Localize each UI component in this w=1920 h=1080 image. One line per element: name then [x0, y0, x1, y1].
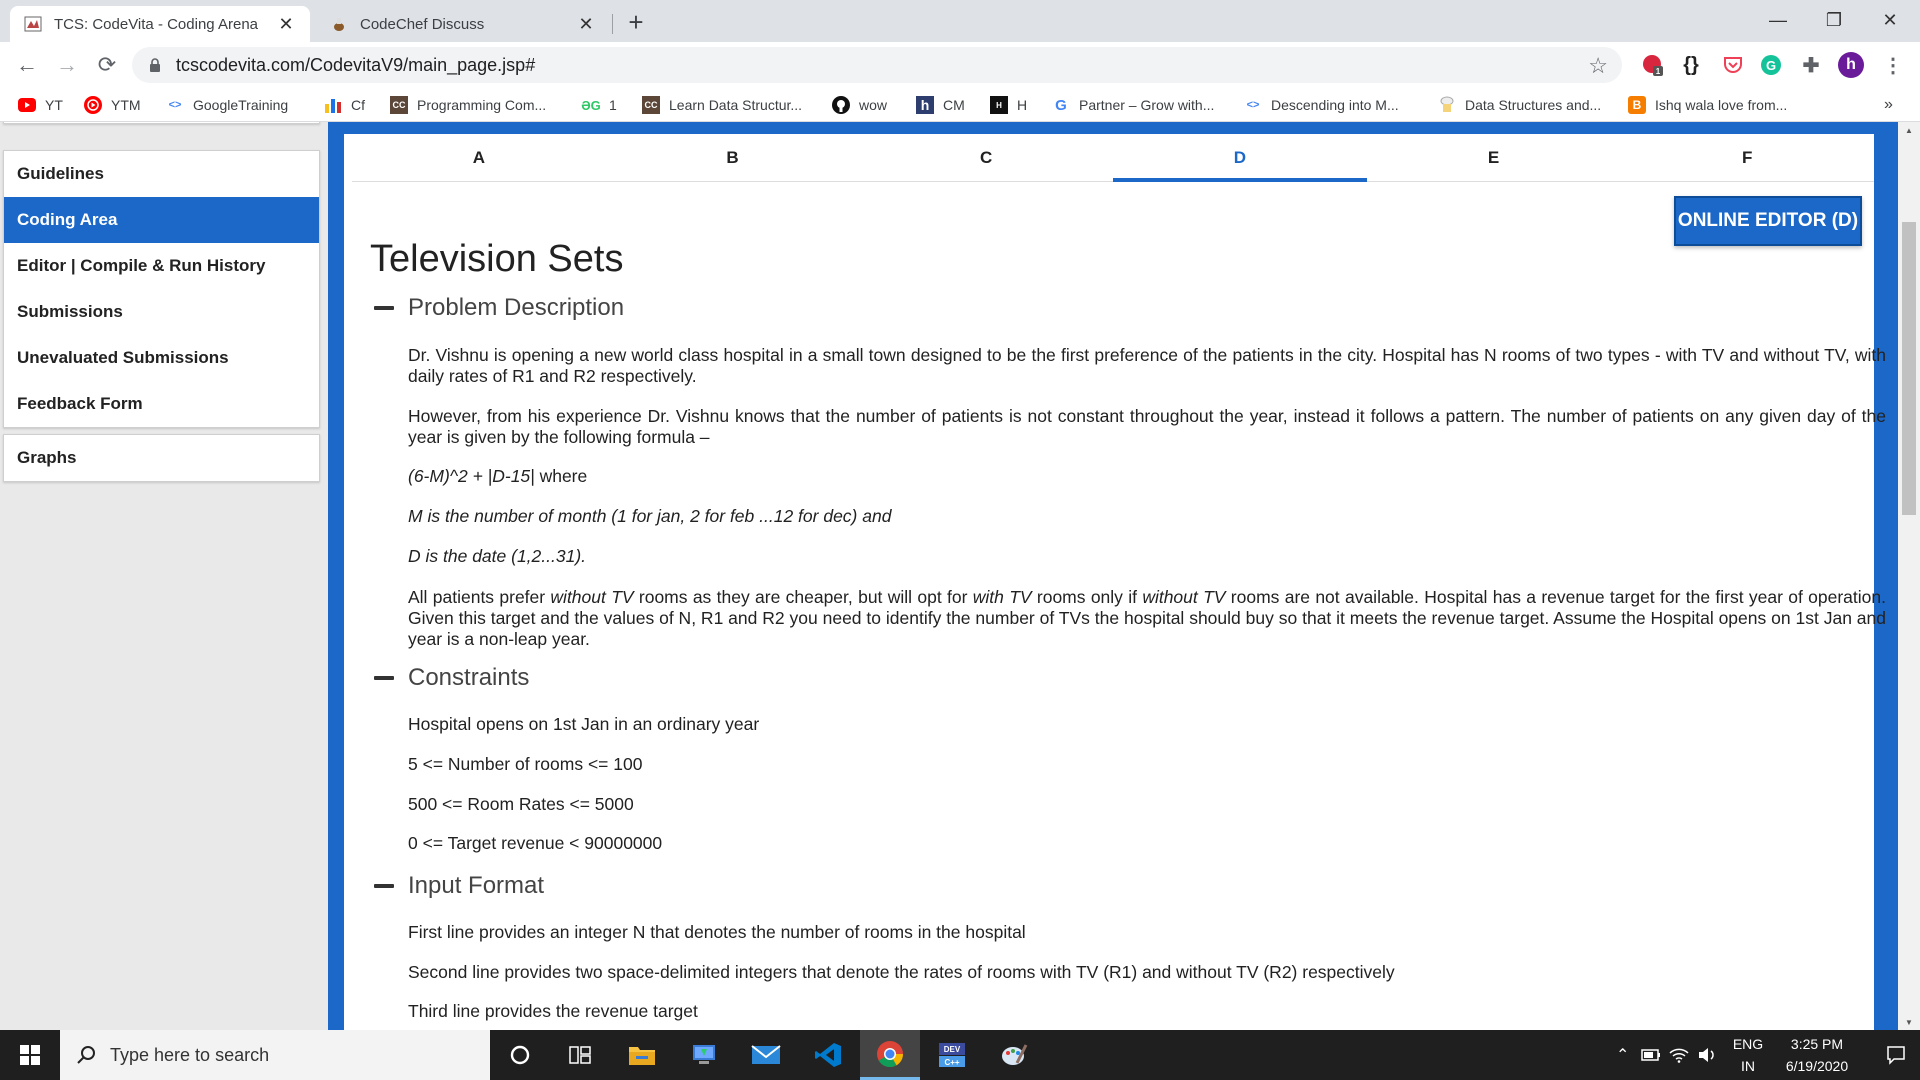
- svg-text:G: G: [1765, 58, 1777, 73]
- section-title: Constraints: [408, 664, 530, 691]
- tab-problem-f[interactable]: F: [1742, 147, 1753, 167]
- sidebar: [0, 122, 324, 1030]
- m-definition: [408, 506, 1898, 527]
- bookmark-label: Programming Com...: [417, 97, 547, 113]
- problem-card: [344, 134, 1886, 1030]
- tab-separator: [612, 14, 613, 34]
- bookmark-cf[interactable]: [324, 94, 365, 116]
- extension-grammarly-icon[interactable]: [1758, 52, 1784, 78]
- chef-icon: [1438, 96, 1456, 114]
- tab-problem-a[interactable]: A: [472, 147, 485, 167]
- sidebar-item-editor-history[interactable]: Editor | Compile & Run History: [17, 256, 266, 275]
- github-icon: [832, 96, 850, 114]
- sidebar-item-guidelines[interactable]: Guidelines: [17, 164, 104, 183]
- svg-text:1: 1: [1655, 67, 1661, 76]
- forward-arrow-icon[interactable]: →: [56, 52, 78, 77]
- bookmark-label: 1: [609, 97, 617, 113]
- battery-icon[interactable]: [1636, 1030, 1666, 1080]
- constraint-line: Hospital opens on 1st Jan in an ordinary year: [408, 714, 760, 734]
- text-run: rooms as they are cheaper, but will opt for: [633, 587, 973, 607]
- tab-codechef[interactable]: [316, 6, 610, 42]
- mail-icon[interactable]: [736, 1030, 796, 1080]
- bookmark-label: YT: [45, 97, 63, 113]
- bookmark-label: YTM: [111, 97, 141, 113]
- windows-start-button[interactable]: [0, 1030, 60, 1080]
- blogger-icon: B: [1628, 96, 1646, 114]
- reload-icon[interactable]: ⟳: [97, 52, 117, 77]
- codeforces-icon: [324, 96, 342, 114]
- tab-title: CodeChef Discuss: [360, 15, 485, 33]
- tray-chevron-up-icon[interactable]: ⌃: [1616, 1047, 1630, 1064]
- windows-taskbar: [0, 1030, 1920, 1080]
- pc-download-icon[interactable]: [674, 1030, 734, 1080]
- text-run: rooms are not available. Hospital has a revenue target for the first year of operation. Given this target and the values of N, R1 and R2 you need to identify the number of TVs the hospital should buy so that it meets the revenue target. Assume the Hospital opens on 1st Jan and year is a non-leap year.: [408, 587, 1886, 649]
- back-arrow-icon[interactable]: ←: [16, 52, 38, 77]
- input-format-line: Third line provides the revenue target: [408, 1001, 698, 1021]
- bookmark-label: wow: [859, 97, 888, 113]
- volume-icon[interactable]: [1692, 1030, 1722, 1080]
- codechef-icon: CC: [390, 96, 408, 114]
- bookmark-label: Descending into M...: [1271, 97, 1399, 113]
- emphasis: without TV: [1142, 587, 1226, 607]
- text-run: rooms only if: [1031, 587, 1143, 607]
- svg-text:C++: C++: [944, 1058, 960, 1067]
- bookmark-label: Cf: [351, 97, 365, 113]
- region-code: IN: [1741, 1058, 1755, 1074]
- sidebar-item-unevaluated[interactable]: Unevaluated Submissions: [17, 348, 229, 367]
- tab-problem-e[interactable]: E: [1487, 147, 1500, 167]
- clock-date: 6/19/2020: [1785, 1058, 1849, 1074]
- sidebar-item-submissions[interactable]: Submissions: [17, 302, 123, 321]
- page-content: [0, 122, 1898, 1030]
- close-tab-icon[interactable]: ✕: [578, 13, 594, 34]
- tab-codevita[interactable]: [10, 6, 310, 42]
- codechef-icon: CC: [642, 96, 660, 114]
- constraint-line: 0 <= Target revenue < 90000000: [408, 833, 663, 853]
- maximize-button[interactable]: ❐: [1825, 9, 1843, 30]
- bookmark-label: Partner – Grow with...: [1079, 97, 1215, 113]
- bookmark-label: Ishq wala love from...: [1655, 97, 1788, 113]
- task-view-icon[interactable]: [550, 1030, 610, 1080]
- bookmark-label: CM: [943, 97, 965, 113]
- description-paragraph-2: However, from his experience Dr. Vishnu knows that the number of patients is not constant throughout the year, instead it follows a pattern. The number of patients on any given day of the year is given by the following formula –: [408, 406, 1886, 447]
- hackerrank-icon: ƏG: [581, 97, 601, 113]
- section-title: Problem Description: [408, 294, 625, 321]
- language-indicator[interactable]: [1730, 1033, 1766, 1077]
- input-format-line: Second line provides two space-delimited integers that denote the rates of rooms with TV (R1) and without TV (R2) respectively: [408, 962, 1395, 982]
- bookmark-label: Learn Data Structur...: [669, 97, 803, 113]
- section-title: Input Format: [408, 872, 545, 899]
- bookmark-ytm[interactable]: [84, 94, 141, 116]
- svg-text:DEV: DEV: [943, 1045, 961, 1054]
- notifications-icon[interactable]: [1872, 1030, 1920, 1080]
- close-tab-icon[interactable]: ✕: [278, 13, 294, 34]
- sidebar-main-menu: [3, 150, 320, 428]
- taskbar-search-box[interactable]: [60, 1030, 490, 1080]
- cortana-icon[interactable]: [490, 1030, 550, 1080]
- page-scrollbar[interactable]: [1898, 122, 1920, 1030]
- bookmark-1[interactable]: [582, 94, 617, 116]
- scroll-up-arrow-icon[interactable]: ▲: [1905, 125, 1913, 135]
- bookmark-ishq[interactable]: [1628, 94, 1787, 116]
- tab-title: TCS: CodeVita - Coding Arena: [54, 15, 259, 33]
- scroll-down-arrow-icon[interactable]: ▼: [1905, 1017, 1913, 1027]
- online-editor-button[interactable]: ONLINE EDITOR (D): [1674, 196, 1862, 246]
- collapse-minus-icon[interactable]: [374, 884, 394, 888]
- devcpp-icon[interactable]: [922, 1030, 982, 1080]
- bookmark-label: Data Structures and...: [1465, 97, 1602, 113]
- clock[interactable]: [1770, 1033, 1864, 1077]
- bookmark-data-structures[interactable]: [1438, 94, 1601, 116]
- bookmark-programming-com[interactable]: [390, 94, 546, 116]
- d-definition-text: D is the date (1,2...31).: [408, 546, 587, 566]
- page-title: Television Sets: [370, 238, 624, 280]
- tab-problem-d[interactable]: D: [1113, 134, 1367, 181]
- sidebar-graphs-menu: [3, 434, 320, 482]
- bookmark-label: H: [1017, 97, 1028, 113]
- section-header-input-format[interactable]: [374, 872, 544, 900]
- tab-problem-c[interactable]: C: [980, 147, 993, 167]
- sidebar-item-graphs[interactable]: Graphs: [17, 448, 77, 467]
- codechef-favicon-icon: [330, 15, 348, 33]
- bookmark-yt[interactable]: [18, 94, 63, 116]
- constraint-line: 5 <= Number of rooms <= 100: [408, 754, 643, 774]
- text-run: All patients prefer: [408, 587, 551, 607]
- lock-icon: [148, 58, 162, 72]
- paint-icon[interactable]: [984, 1030, 1044, 1080]
- chrome-icon[interactable]: [860, 1030, 920, 1080]
- sidebar-top-group: [3, 122, 320, 124]
- scroll-thumb[interactable]: [1902, 222, 1916, 515]
- collapse-minus-icon[interactable]: [374, 306, 394, 310]
- code-icon: <>: [1246, 99, 1260, 111]
- browser-toolbar: [0, 42, 1920, 88]
- description-paragraph-3: [408, 587, 1886, 650]
- youtube-music-icon: [84, 96, 102, 114]
- bookmark-googletraining[interactable]: [166, 94, 288, 116]
- hackerrank-dark-icon: H: [990, 96, 1008, 114]
- bookmark-partner[interactable]: [1052, 94, 1214, 116]
- extension-adblock-icon[interactable]: [1640, 52, 1666, 78]
- bookmark-star-icon[interactable]: ☆: [1588, 53, 1608, 78]
- url-text[interactable]: tcscodevita.com/CodevitaV9/main_page.jsp#: [176, 54, 536, 75]
- windows-logo-icon: [20, 1045, 40, 1065]
- browser-tab-strip: [0, 0, 1920, 42]
- description-paragraph-1: Dr. Vishnu is opening a new world class hospital in a small town designed to be the first preference of the patients in the city. Hospital has N rooms of two types - with TV and without TV, with daily rates of R1 and R2 respectively.: [408, 345, 1886, 386]
- close-window-button[interactable]: ✕: [1882, 9, 1898, 30]
- formula-suffix: where: [534, 466, 588, 486]
- code-icon: <>: [168, 99, 182, 111]
- google-icon: G: [1055, 96, 1067, 114]
- vscode-icon[interactable]: [798, 1030, 858, 1080]
- file-explorer-icon[interactable]: [612, 1030, 672, 1080]
- input-format-line: First line provides an integer N that denotes the number of rooms in the hospital: [408, 922, 1026, 942]
- formula: (6-M)^2 + |D-15|: [408, 466, 535, 486]
- bookmark-descending[interactable]: [1244, 94, 1399, 116]
- problem-tabs: [352, 134, 1874, 182]
- d-definition: [408, 546, 1898, 567]
- bookmarks-overflow-button[interactable]: »: [1884, 96, 1893, 113]
- address-bar[interactable]: [132, 47, 1622, 83]
- emphasis: with TV: [972, 587, 1032, 607]
- new-tab-button[interactable]: +: [628, 6, 644, 37]
- wifi-icon[interactable]: [1664, 1030, 1694, 1080]
- bookmark-wow[interactable]: [832, 94, 887, 116]
- sidebar-item-feedback[interactable]: Feedback Form: [17, 394, 143, 413]
- language-code: ENG: [1732, 1036, 1764, 1052]
- emphasis: without TV: [550, 587, 634, 607]
- search-icon: [76, 1045, 96, 1065]
- sidebar-item-coding-area[interactable]: Coding Area: [4, 197, 319, 243]
- codevita-favicon-icon: [24, 15, 42, 33]
- tab-problem-b[interactable]: B: [726, 147, 739, 167]
- bookmarks-bar: [0, 88, 1920, 122]
- bookmark-learn-data-structures[interactable]: [642, 94, 802, 116]
- section-header-constraints[interactable]: [374, 664, 529, 692]
- section-header-description[interactable]: [374, 294, 624, 322]
- extension-json-icon[interactable]: {}: [1683, 53, 1699, 76]
- hackerearth-icon: h: [916, 96, 934, 114]
- profile-avatar[interactable]: h: [1838, 52, 1864, 78]
- youtube-icon: [18, 96, 36, 114]
- search-placeholder: Type here to search: [110, 1044, 270, 1065]
- bookmark-h[interactable]: [990, 94, 1027, 116]
- formula-line: [408, 466, 1898, 487]
- collapse-minus-icon[interactable]: [374, 676, 394, 680]
- extension-pocket-icon[interactable]: [1720, 52, 1746, 78]
- bookmark-label: GoogleTraining: [193, 97, 289, 113]
- clock-time: 3:25 PM: [1790, 1036, 1844, 1052]
- bookmark-cm[interactable]: [916, 94, 965, 116]
- main-frame: [328, 122, 1898, 1030]
- constraint-line: 500 <= Room Rates <= 5000: [408, 794, 634, 814]
- m-definition-text: M is the number of month (1 for jan, 2 for feb ...12 for dec) and: [408, 506, 892, 526]
- minimize-button[interactable]: —: [1769, 9, 1787, 30]
- extensions-puzzle-icon[interactable]: ✚: [1802, 54, 1820, 77]
- browser-menu-icon[interactable]: ⋮: [1883, 54, 1903, 77]
